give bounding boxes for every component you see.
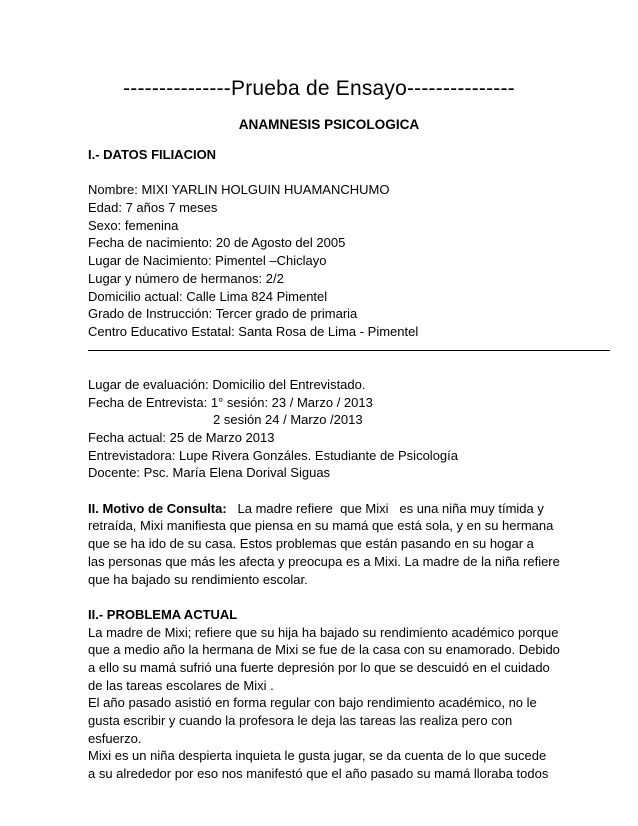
document-body [88, 146, 558, 783]
section-heading-motivo: II. Motivo de Consulta: [88, 500, 227, 516]
motivo-text: La madre refiere que Mixi es una niña muy tímida y [226, 500, 544, 516]
field-grado: Grado de Instrucción: Tercer grado de primaria [88, 306, 358, 322]
spacer [88, 588, 558, 606]
field-fecha-entrevista-2: 2 sesión 24 / Marzo /2013 [213, 412, 363, 428]
field-sexo: Sexo: femenina [88, 217, 179, 233]
problema-line-5: El año pasado asistió en forma regular con bajo rendimiento académico, no le [88, 695, 537, 711]
problema-line-9: a su alrededor por eso nos manifestó que el año pasado su mamá lloraba todos [88, 766, 549, 782]
motivo-line-5: que ha bajado su rendimiento escolar. [88, 571, 308, 587]
field-fecha-actual: Fecha actual: 25 de Marzo 2013 [88, 430, 275, 445]
motivo-line-3: que se ha ido de su casa. Estos problemas que están pasando en su hogar a [88, 536, 534, 552]
problema-line-2: que a medio año la hermana de Mixi se fue de la casa con su enamorado. Debido [88, 642, 560, 658]
problema-line-7: esfuerzo. [88, 730, 142, 746]
problema-line-6: gusta escribir y cuando la profesora le deja las tareas las realiza pero con [88, 713, 513, 728]
field-centro: Centro Educativo Estatal: Santa Rosa de Lima - Pimentel [88, 323, 419, 339]
field-nombre: Nombre: MIXI YARLIN HOLGUIN HUAMANCHUMO [88, 182, 390, 198]
spacer [88, 482, 558, 500]
section-heading-problema: II.- PROBLEMA ACTUAL [88, 606, 238, 622]
spacer [88, 164, 558, 182]
motivo-line-4: las personas que más les afecta y preocupa es a Mixi. La madre de la niña refiere [88, 553, 560, 569]
page-subtitle: ANAMNESIS PSICOLOGICA [238, 117, 420, 132]
field-entrevistadora: Entrevistadora: Lupe Rivera Gonzáles. Estudiante de Psicología [88, 447, 458, 463]
problema-line-4: de las tareas escolares de Mixi . [88, 677, 274, 693]
page-title: ---------------Prueba de Ensayo--------------- [123, 77, 515, 100]
problema-line-3: a ello su mamá sufrió una fuerte depresión por lo que se descuidó en el cuidado [88, 659, 550, 675]
problema-line-8: Mixi es un niña despierta inquieta le gusta jugar, se da cuenta de lo que sucede [88, 748, 547, 764]
field-docente: Docente: Psc. María Elena Dorival Siguas [88, 465, 331, 481]
field-hermanos: Lugar y número de hermanos: 2/2 [88, 270, 284, 286]
problema-line-1: La madre de Mixi; refiere que su hija ha bajado su rendimiento académico porque [88, 624, 559, 640]
motivo-line-1 [88, 500, 558, 518]
field-lugar-nacimiento: Lugar de Nacimiento: Pimentel –Chiclayo [88, 253, 327, 269]
field-fecha-nacimiento: Fecha de nacimiento: 20 de Agosto del 2005 [88, 235, 346, 251]
field-edad: Edad: 7 años 7 meses [88, 200, 218, 216]
field-fecha-entrevista-1: Fecha de Entrevista: 1° sesión: 23 / Marzo / 2013 [88, 394, 373, 410]
motivo-line-2: retraída, Mixi manifiesta que piensa en su mamá que está sola, y en su hermana [88, 518, 554, 534]
field-domicilio: Domicilio actual: Calle Lima 824 Pimentel [88, 288, 328, 304]
separator-line [88, 341, 558, 359]
spacer [88, 358, 558, 376]
section-heading-datos: I.- DATOS FILIACION [88, 147, 217, 162]
field-lugar-evaluacion: Lugar de evaluación: Domicilio del Entrevistado. [88, 376, 366, 392]
